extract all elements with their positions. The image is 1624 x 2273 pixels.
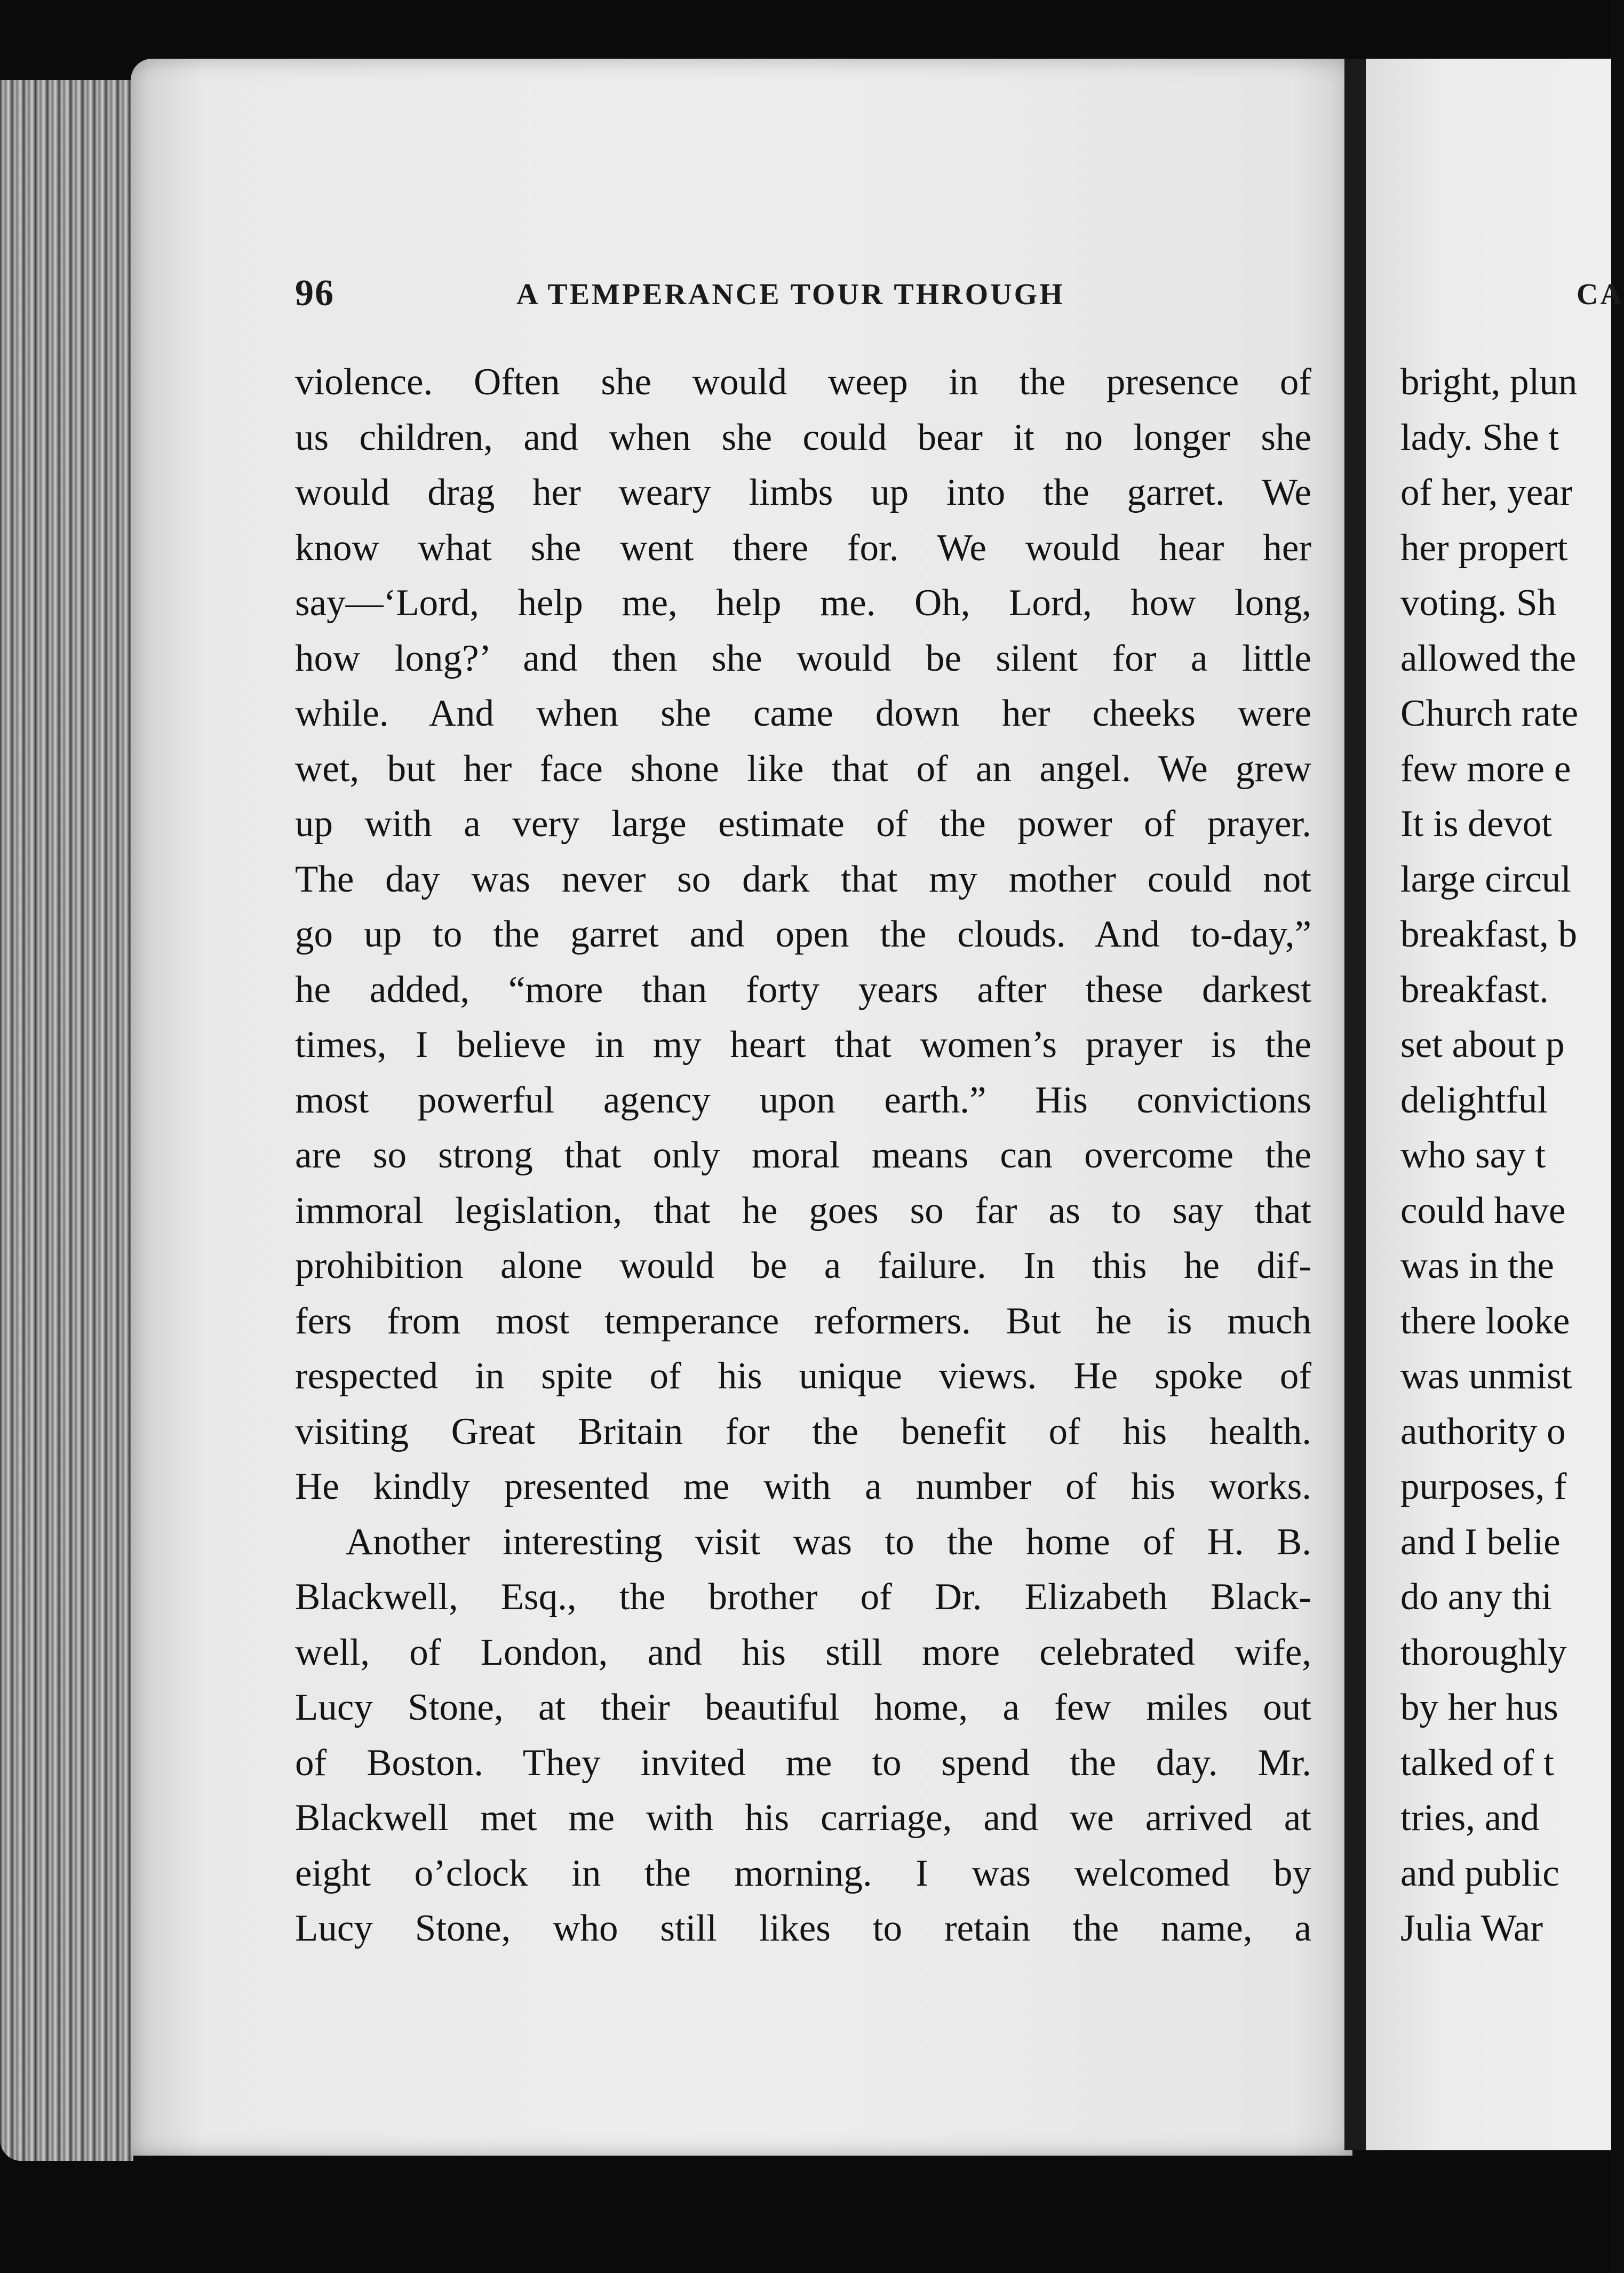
- text-line: bright, plun: [1400, 361, 1578, 403]
- text-line: her propert: [1400, 527, 1568, 569]
- text-line: do any thi: [1400, 1576, 1552, 1618]
- text-line: are so strong that only moral means can overcome the: [295, 1134, 1311, 1176]
- text-line: immoral legislation, that he goes so far as to say that: [295, 1189, 1311, 1231]
- text-line: Blackwell met me with his carriage, and we arrived at: [295, 1797, 1311, 1839]
- text-line: few more e: [1400, 748, 1571, 790]
- text-line: authority o: [1400, 1410, 1566, 1452]
- text-line: and public: [1400, 1852, 1559, 1894]
- text-line: he added, “more than forty years after these darkest: [295, 968, 1311, 1011]
- text-line: talked of t: [1400, 1742, 1554, 1784]
- text-line: violence. Often she would weep in the presence of: [295, 361, 1311, 403]
- text-line: The day was never so dark that my mother could not: [295, 858, 1311, 900]
- text-line: He kindly presented me with a number of his works.: [295, 1466, 1311, 1507]
- text-line: who say t: [1400, 1134, 1546, 1176]
- right-running-head: CA: [1577, 278, 1624, 311]
- text-line: of Boston. They invited me to spend the day. Mr.: [295, 1742, 1311, 1784]
- text-line: well, of London, and his still more celebrated wife,: [295, 1631, 1311, 1673]
- text-line: Blackwell, Esq., the brother of Dr. Elizabeth Black-: [295, 1576, 1311, 1618]
- running-head: A TEMPERANCE TOUR THROUGH: [516, 278, 1065, 311]
- page-edges: [0, 80, 133, 2161]
- text-line: was unmist: [1400, 1355, 1572, 1397]
- text-line: Another interesting visit was to the home of H. B.: [346, 1521, 1311, 1563]
- text-line: go up to the garret and open the clouds. And to-day,”: [295, 913, 1311, 955]
- text-line: large circul: [1400, 858, 1571, 900]
- text-line: purposes, f: [1400, 1466, 1567, 1507]
- book-gutter: [1344, 59, 1366, 2150]
- text-line: It is devot: [1400, 803, 1552, 845]
- text-line: visiting Great Britain for the benefit of his health.: [295, 1410, 1311, 1452]
- text-line: know what she went there for. We would hear her: [295, 527, 1311, 569]
- text-line: could have: [1400, 1189, 1566, 1231]
- text-line: prohibition alone would be a failure. In this he dif-: [295, 1245, 1311, 1286]
- text-line: by her hus: [1400, 1687, 1558, 1728]
- text-line: allowed the: [1400, 637, 1577, 679]
- text-line: was in the: [1400, 1245, 1554, 1286]
- page-number: 96: [295, 273, 335, 314]
- text-line: would drag her weary limbs up into the garret. We: [295, 472, 1311, 513]
- text-line: say—‘Lord, help me, help me. Oh, Lord, how long,: [295, 582, 1311, 624]
- right-page-body: [1400, 355, 1611, 1957]
- text-line: breakfast.: [1400, 968, 1549, 1011]
- text-line: respected in spite of his unique views. He spoke of: [295, 1355, 1311, 1397]
- page-header: [295, 272, 1309, 320]
- text-line: how long?’ and then she would be silent for a little: [295, 637, 1311, 679]
- text-line: most powerful agency upon earth.” His convictions: [295, 1079, 1311, 1121]
- text-line: Lucy Stone, at their beautiful home, a few miles out: [295, 1687, 1311, 1728]
- text-line: tries, and: [1400, 1797, 1540, 1839]
- text-line: Church rate: [1400, 693, 1579, 734]
- text-line: delightful: [1400, 1079, 1548, 1121]
- text-line: while. And when she came down her cheeks were: [295, 693, 1311, 734]
- text-line: set about p: [1400, 1024, 1565, 1066]
- text-line: breakfast, b: [1400, 913, 1578, 955]
- left-page-body: [295, 355, 1311, 1957]
- text-line: Lucy Stone, who still likes to retain the name, a: [295, 1908, 1311, 1949]
- text-line: up with a very large estimate of the power of prayer.: [295, 803, 1311, 845]
- text-line: there looke: [1400, 1300, 1570, 1342]
- text-line: of her, year: [1400, 472, 1573, 513]
- text-line: Julia War: [1400, 1908, 1543, 1949]
- text-line: and I belie: [1400, 1521, 1561, 1563]
- text-line: thoroughly: [1400, 1631, 1567, 1673]
- text-line: us children, and when she could bear it no longer she: [295, 416, 1311, 458]
- text-line: fers from most temperance reformers. But he is much: [295, 1300, 1311, 1342]
- text-line: wet, but her face shone like that of an angel. We grew: [295, 748, 1311, 790]
- text-line: times, I believe in my heart that women’s prayer is the: [295, 1024, 1311, 1066]
- text-line: voting. Sh: [1400, 582, 1556, 624]
- text-line: lady. She t: [1400, 416, 1559, 458]
- text-line: eight o’clock in the morning. I was welcomed by: [295, 1852, 1311, 1894]
